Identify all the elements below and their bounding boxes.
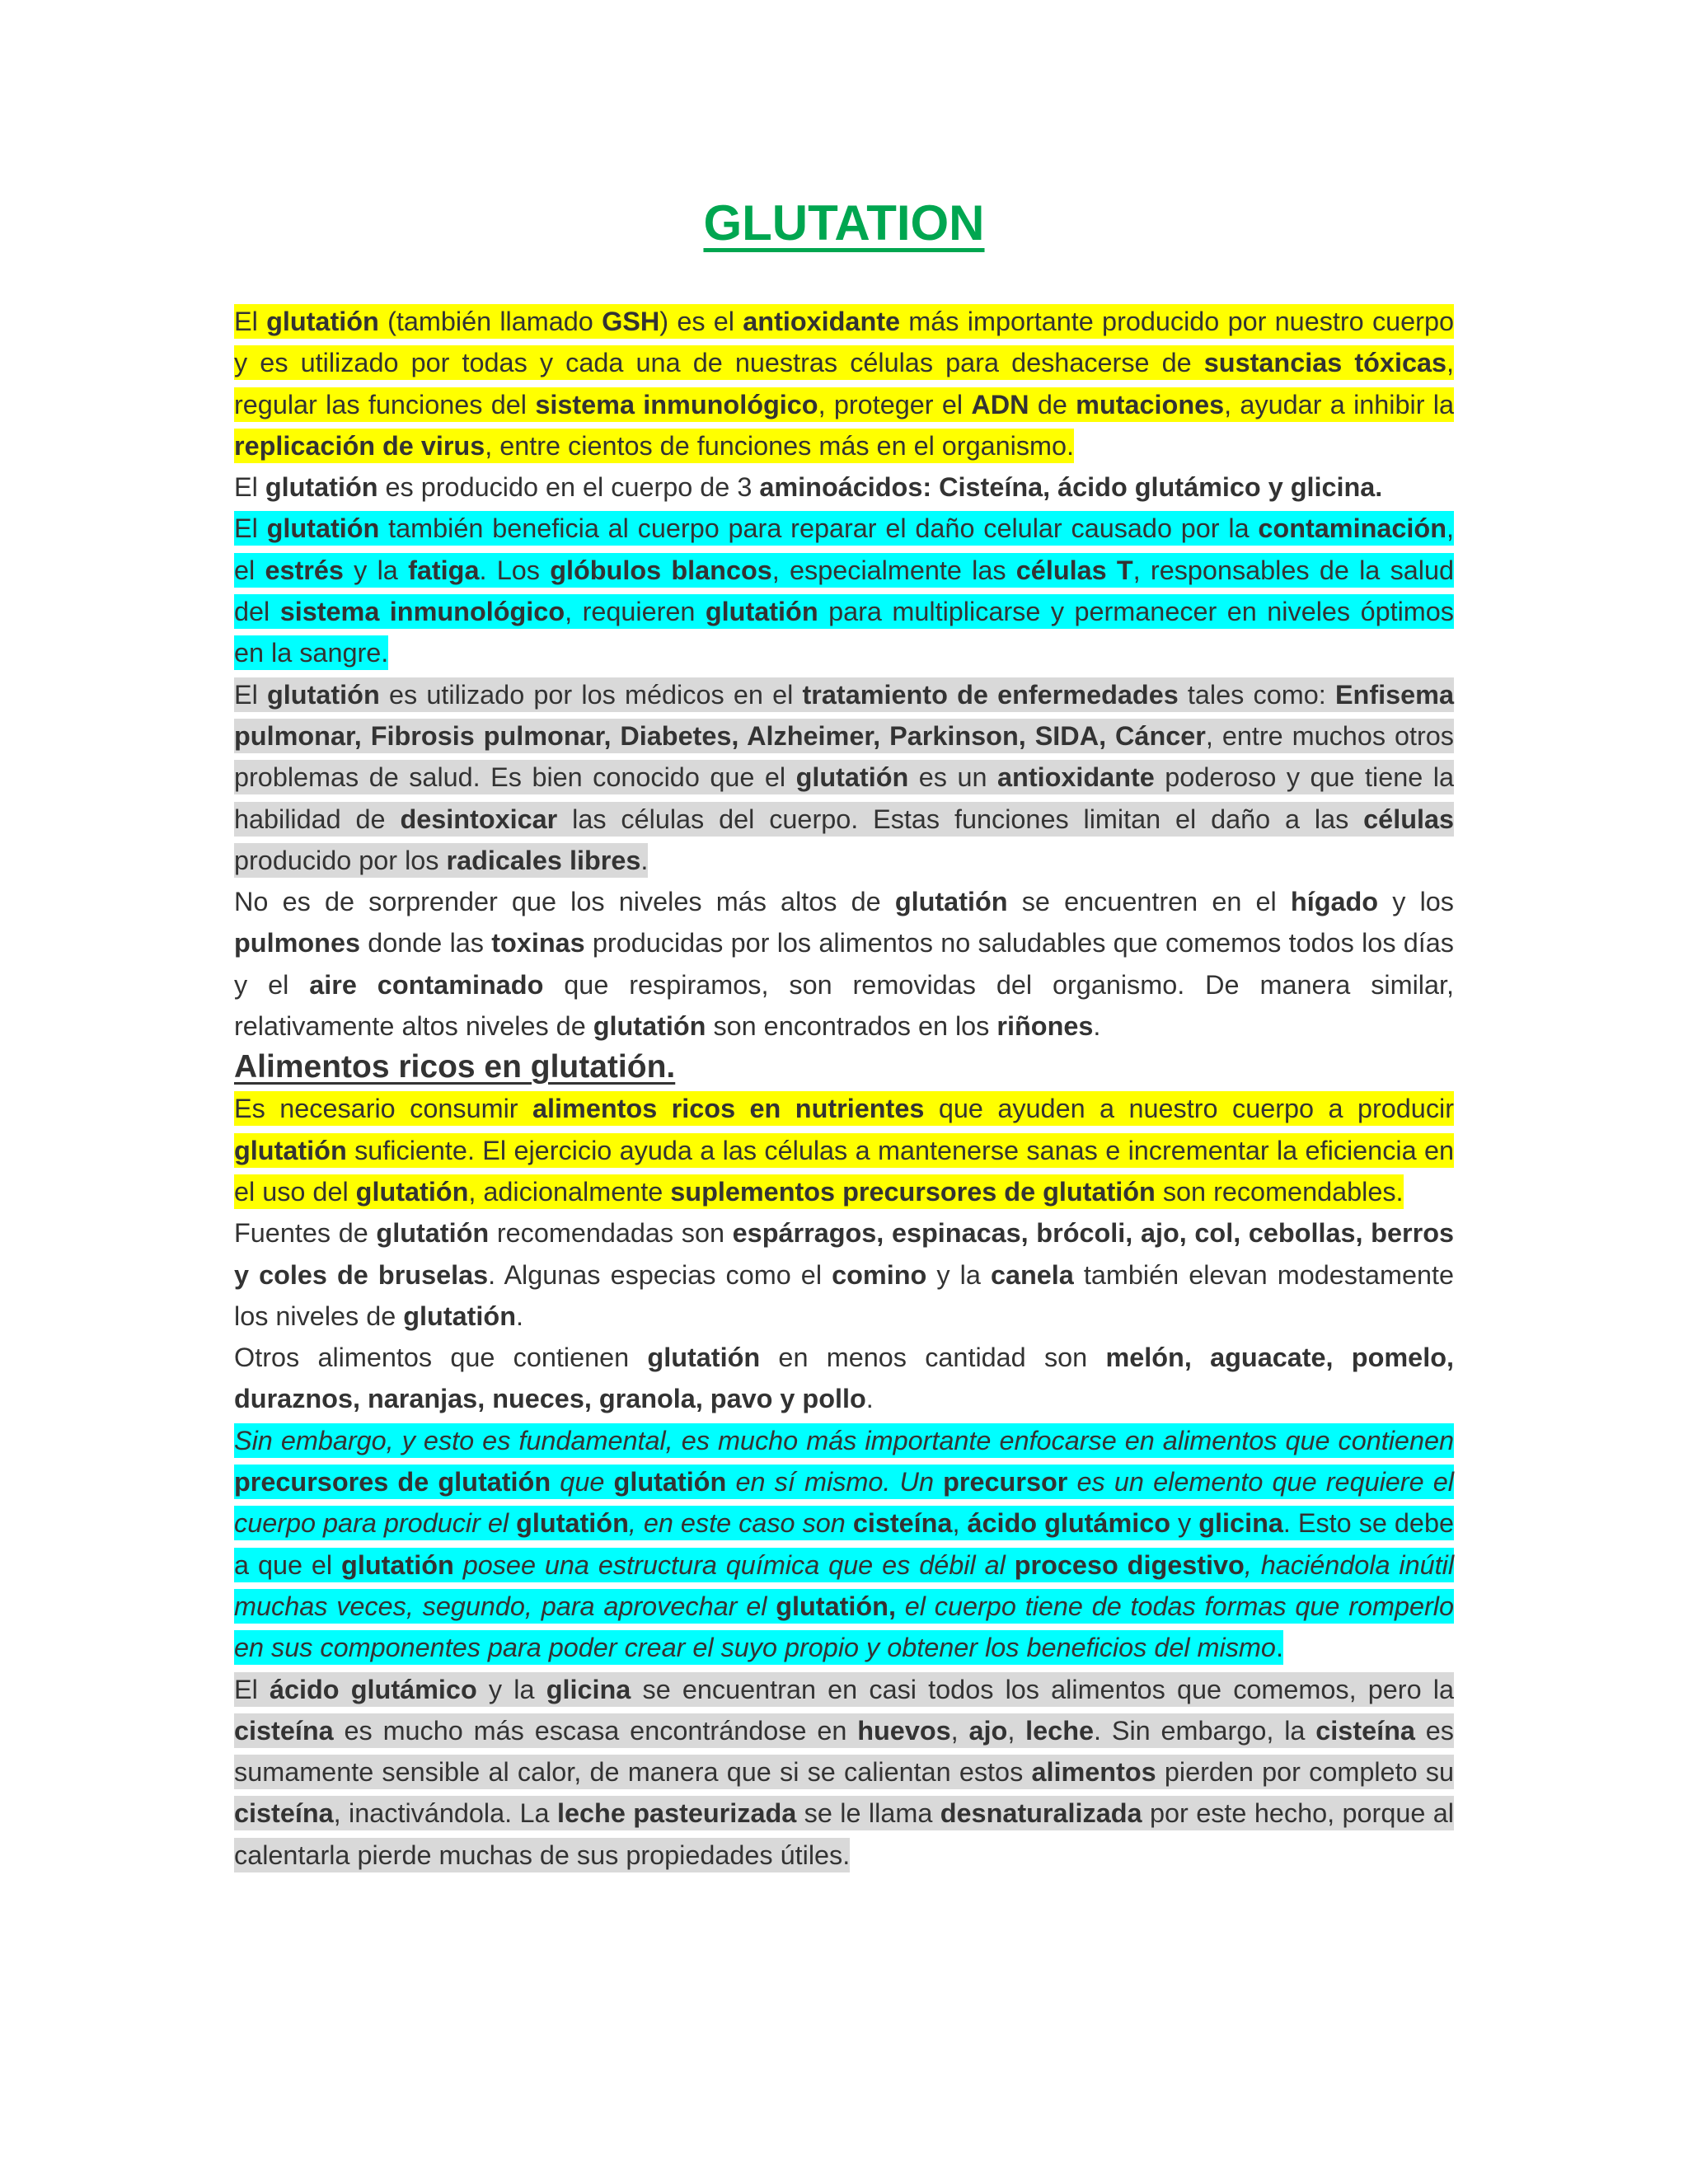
paragraph-4 (234, 674, 1454, 881)
highlight-yellow: El glutatión (también llamado GSH) es el antioxidante más importante producido por nuestro cuerpo y es utilizado por todas y cada una de nuestras células para deshacerse de sustancias tóxicas, regular las funciones del sistema inmunológico, proteger el ADN de mutaciones, ayudar a inhibir la replicación de virus, entre cientos de funciones más en el organismo. (234, 304, 1454, 463)
highlight-gray: El ácido glutámico y la glicina se encuentran en casi todos los alimentos que comemos, pero la cisteína es mucho más escasa encontrándose en huevos, ajo, leche. Sin embargo, la cisteína es sumamente sensible al calor, de manera que si se calientan estos alimentos pierden por completo su cisteína, inactivándola. La leche pasteurizada se le llama desnaturalizada por este hecho, porque al calentarla pierde muchas de sus propiedades útiles. (234, 1672, 1454, 1872)
paragraph-5: No es de sorprender que los niveles más altos de glutatión se encuentren en el hígado y los pulmones donde las toxinas producidas por los alimentos no saludables que comemos todos los días y el aire contaminado que respiramos, son removidas del organismo. De manera similar, relativamente altos niveles de glutatión son encontrados en los riñones. (234, 887, 1454, 1042)
section-heading: Alimentos ricos en glutatión. (234, 1049, 676, 1085)
paragraph-9 (234, 1420, 1454, 1669)
highlight-gray: El glutatión es utilizado por los médicos en el tratamiento de enfermedades tales como: Enfisema pulmonar, Fibrosis pulmonar, Diabetes, Alzheimer, Parkinson, SIDA, Cáncer, entre muchos otros problemas de salud. Es bien conocido que el glutatión es un antioxidante poderoso y que tiene la habilidad de desintoxicar las células del cuerpo. Estas funciones limitan el daño a las células producido por los radicales libres. (234, 677, 1454, 878)
document-body (234, 301, 1454, 1876)
paragraph-10 (234, 1669, 1454, 1876)
paragraph-8: Otros alimentos que contienen glutatión en menos cantidad son melón, aguacate, pomelo, duraznos, naranjas, nueces, granola, pavo y pollo. (234, 1343, 1454, 1414)
highlight-cyan: El glutatión también beneficia al cuerpo para reparar el daño celular causado por la contaminación, el estrés y la fatiga. Los glóbulos blancos, especialmente las células T, responsables de la salud del sistema inmunológico, requieren glutatión para multiplicarse y permanecer en niveles óptimos en la sangre. (234, 511, 1454, 670)
highlight-cyan: Sin embargo, y esto es fundamental, es mucho más importante enfocarse en alimentos que contienen precursores de glutatión que glutatión en sí mismo. Un precursor es un elemento que requiere el cuerpo para producir el glutatión, en este caso son cisteína, ácido glutámico y glicina. Esto se debe a que el glutatión posee una estructura química que es débil al proceso digestivo, haciéndola inútil muchas veces, segundo, para aprovechar el glutatión, el cuerpo tiene de todas formas que romperlo en sus componentes para poder crear el suyo propio y obtener los beneficios del mismo. (234, 1423, 1454, 1665)
paragraph-1 (234, 301, 1454, 466)
paragraph-3 (234, 508, 1454, 673)
highlight-yellow: Es necesario consumir alimentos ricos en nutrientes que ayuden a nuestro cuerpo a producir glutatión suficiente. El ejercicio ayuda a las células a mantenerse sanas e incrementar la eficiencia en el uso del glutatión, adicionalmente suplementos precursores de glutatión son recomendables. (234, 1091, 1454, 1209)
paragraph-6 (234, 1088, 1454, 1212)
paragraph-7: Fuentes de glutatión recomendadas son espárragos, espinacas, brócoli, ajo, col, cebollas, berros y coles de bruselas. Algunas especias como el comino y la canela también elevan modestamente los niveles de glutatión. (234, 1218, 1454, 1331)
document-title: GLUTATION (703, 195, 985, 251)
paragraph-2: El glutatión es producido en el cuerpo de 3 aminoácidos: Cisteína, ácido glutámico y glicina. (234, 472, 1383, 503)
